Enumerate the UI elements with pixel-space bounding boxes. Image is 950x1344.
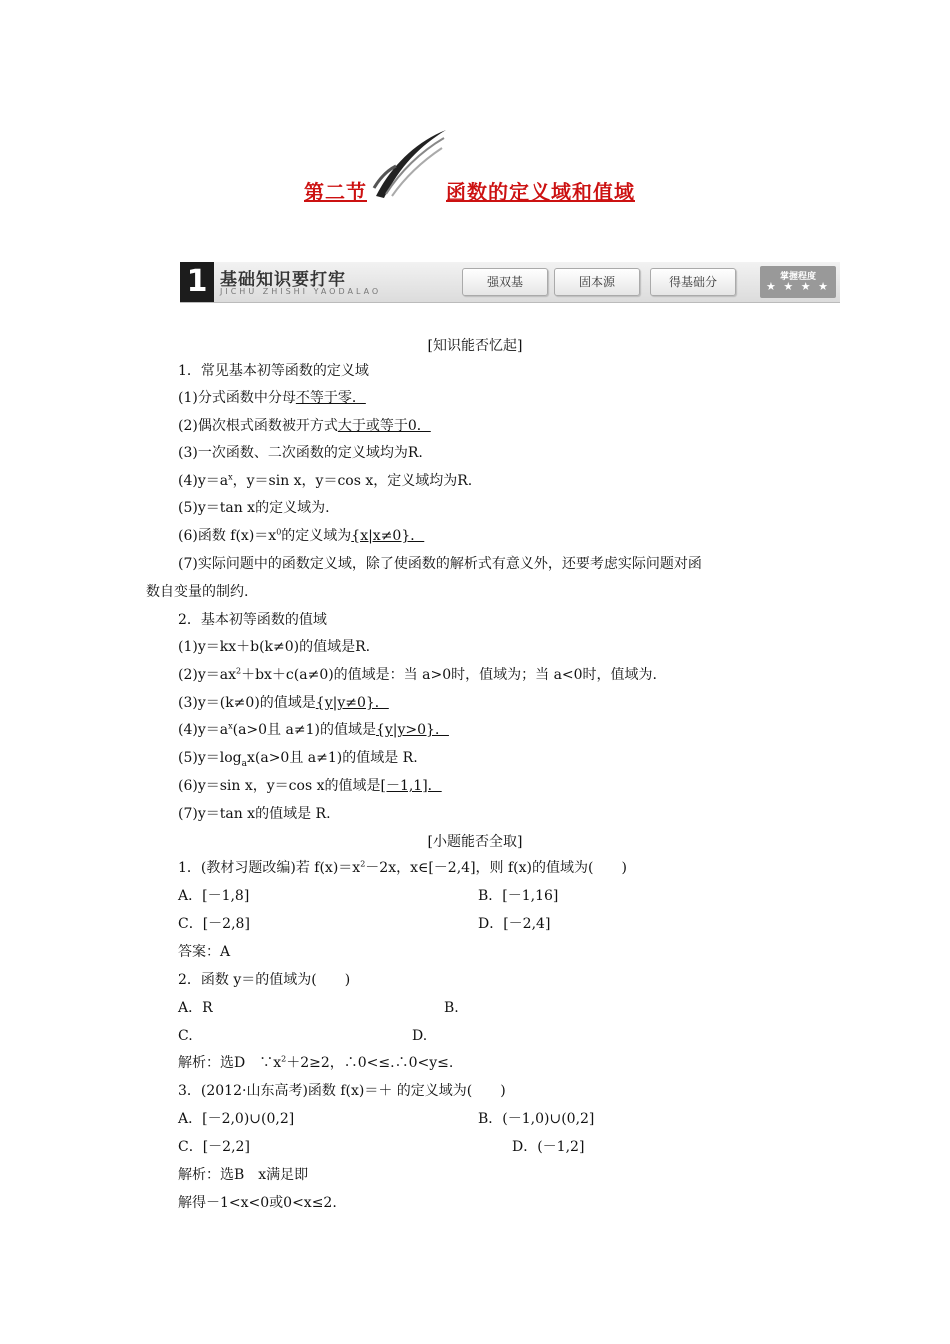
solution: 解得－1<x<0或0<x≤2.	[178, 1195, 337, 1211]
text-line: (3)一次函数、二次函数的定义域均为R.	[178, 445, 423, 461]
solution: 解析：选B x满足即	[178, 1167, 309, 1183]
item-heading: 2．基本初等函数的值域	[178, 612, 327, 628]
text-line: $(5)y=\log_ax(a>0$且 a≠1)的值域是 R.	[178, 750, 418, 769]
text-line: (6)函数 $f(x)=x^0$的定义域为{x|x≠0}．	[178, 527, 425, 544]
answer-blank: [－1,1]．	[380, 778, 442, 794]
button-qiangshuangji[interactable]: 强双基	[462, 268, 548, 296]
text-line: (5)y＝tan x的定义域为.	[178, 500, 330, 516]
option-c: C.	[178, 1028, 193, 1044]
button-dejichufen[interactable]: 得基础分	[650, 268, 736, 296]
banner-title: 基础知识要打牢	[220, 270, 346, 290]
answer: 答案：A	[178, 944, 231, 960]
option-a: A．[－2,0)∪(0,2]	[178, 1111, 295, 1127]
option-c: C．[－2,2]	[178, 1139, 250, 1155]
section-heading: [小题能否全取]	[427, 834, 523, 850]
answer-blank: 不等于零．	[295, 390, 366, 406]
text-line: (2)偶次根式函数被开方式大于或等于0．	[178, 418, 431, 434]
section-banner	[180, 262, 840, 303]
question: 3．(2012·山东高考)函数 f(x)＝＋ 的定义域为( )	[178, 1083, 506, 1099]
button-gubenyuan[interactable]: 固本源	[554, 268, 640, 296]
title-area	[0, 128, 950, 208]
banner-subtitle: JICHU ZHISHI YAODALAO	[220, 287, 382, 296]
text-line: $(4)y=a^x(a>0$且 a≠1)的值域是{y|y>0}．	[178, 721, 449, 738]
option-b: B.	[444, 1000, 459, 1016]
swoosh-icon	[370, 128, 450, 200]
option-c: C．[－2,8]	[178, 916, 250, 932]
mastery-label: 掌握程度	[779, 272, 816, 282]
answer-blank: {x|x≠0}．	[351, 528, 425, 544]
section-number-title: 第二节	[304, 180, 367, 204]
item-heading: 1．常见基本初等函数的定义域	[178, 363, 369, 379]
text-line: (7)y＝tan x的值域是 R.	[178, 806, 331, 822]
option-b: B．(－1,0)∪(0,2]	[478, 1111, 595, 1127]
question: 2．函数 y＝的值域为( )	[178, 972, 351, 988]
text-line: $(2)y=ax^2+bx+c(a\ne 0)$的值域是：当 a>0时，值域为；当 a<0时，值域为.	[178, 666, 658, 683]
option-b: B．[－1,16]	[478, 888, 559, 904]
answer-blank: {y|y>0}．	[375, 722, 449, 738]
solution: 解析：选D $\because x^2+2\ge 2$，∴0<≤.∴0<y≤.	[178, 1054, 454, 1071]
option-a: A．R	[178, 1000, 213, 1016]
star-rating-icon: ★ ★ ★ ★	[766, 280, 830, 293]
text-line: (1)y＝kx＋b(k≠0)的值域是R.	[178, 639, 371, 655]
text-line: $(4)y=a^x$，y＝sin x，y＝cos x，定义域均为R.	[178, 472, 473, 489]
option-d: D．(－1,2]	[512, 1139, 585, 1155]
question: 1．(教材习题改编)若 $f(x)=x^2-2x$，x∈[－2,4]，则 f(x)的值域为( )	[178, 859, 627, 876]
section-title: 函数的定义域和值域	[446, 180, 635, 204]
answer-blank: {y|y≠0}．	[315, 695, 389, 711]
section-heading: [知识能否忆起]	[427, 338, 523, 354]
text-line: (6)y＝sin x，y＝cos x的值域是[－1,1]．	[178, 778, 442, 794]
text-line: (3)y＝(k≠0)的值域是{y|y≠0}．	[178, 695, 389, 711]
answer-blank: 大于或等于0．	[337, 418, 431, 434]
option-d: D.	[412, 1028, 428, 1044]
text-line: 数自变量的制约.	[146, 584, 249, 600]
mastery-badge	[760, 266, 836, 298]
banner-number: 1	[180, 262, 214, 302]
option-a: A．[－1,8]	[178, 888, 250, 904]
option-d: D．[－2,4]	[478, 916, 551, 932]
text-line: (1)分式函数中分母不等于零．	[178, 390, 366, 406]
text-line: (7)实际问题中的函数定义域，除了使函数的解析式有意义外，还要考虑实际问题对函	[178, 556, 702, 572]
